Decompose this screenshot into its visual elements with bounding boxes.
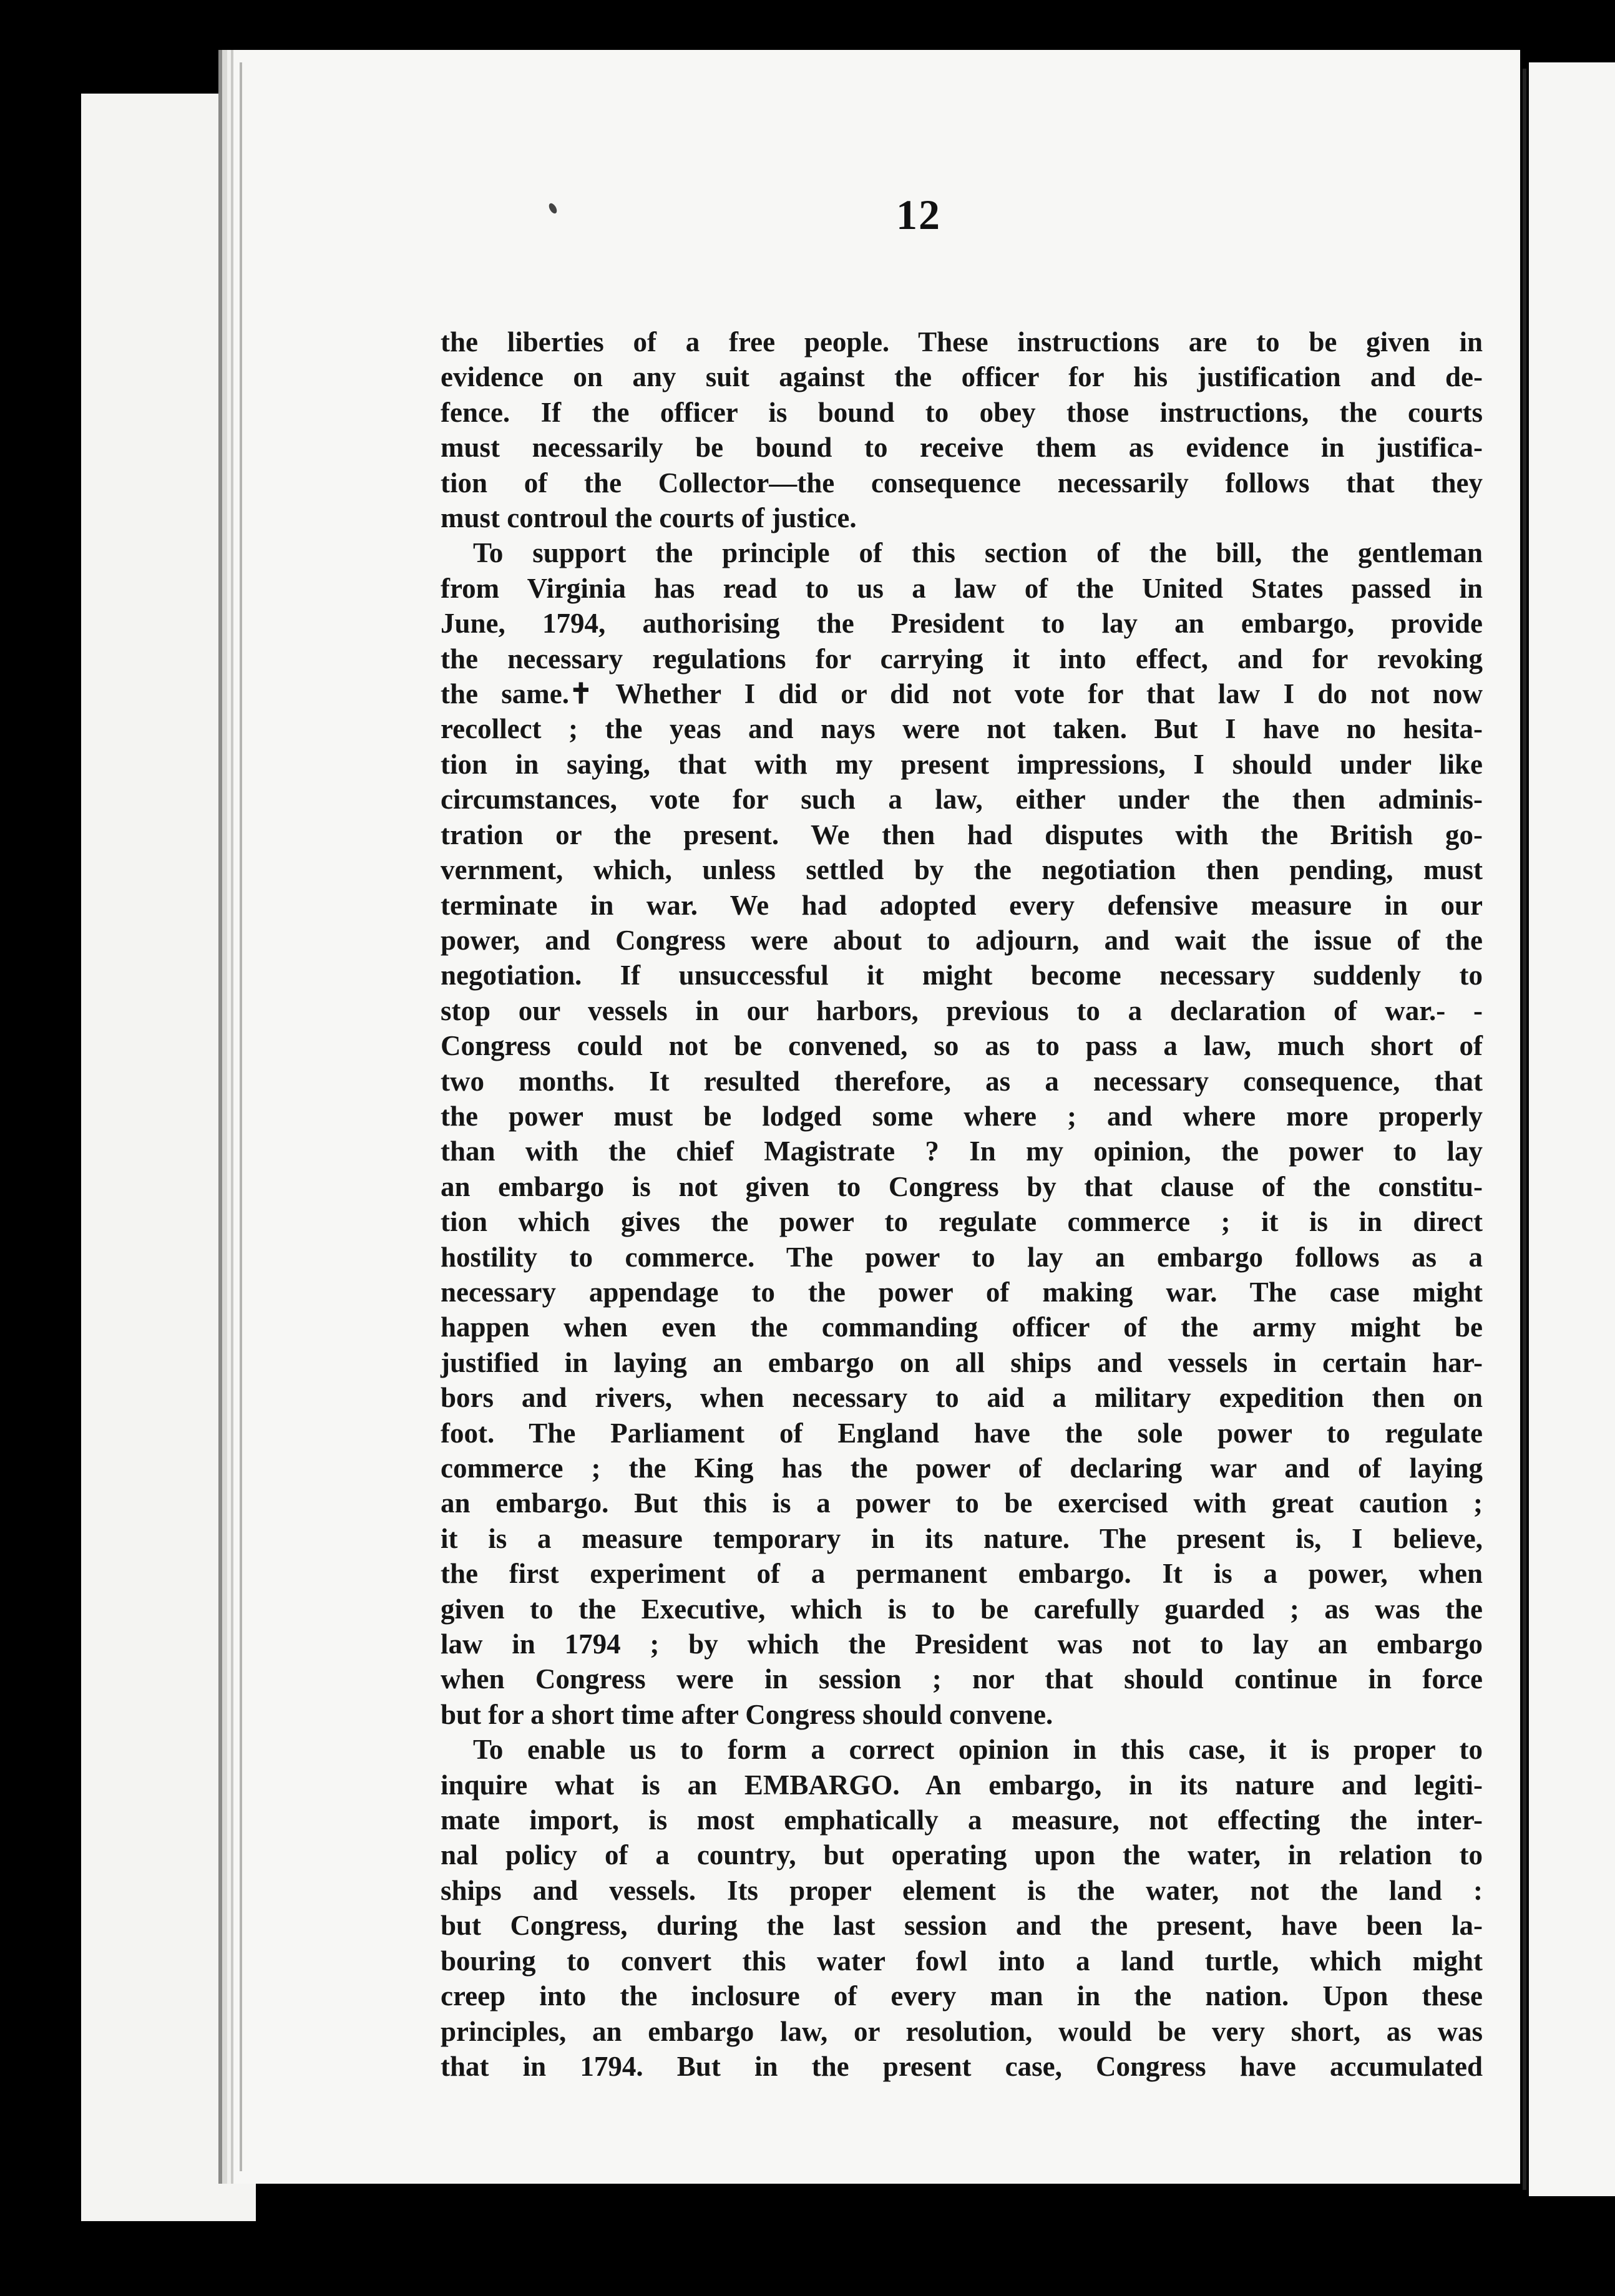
body-text <box>441 324 1483 2084</box>
text-line: ships and vessels. Its proper element is the water, not the land : <box>441 1874 1483 1906</box>
text-line: creep into the inclosure of every man in the nation. Upon these <box>441 1980 1483 2012</box>
text-line: commerce ; the King has the power of declaring war and of laying <box>441 1452 1483 1484</box>
text-line: circumstances, vote for such a law, either under the then adminis- <box>441 784 1483 815</box>
text-line: the same.✝ Whether I did or did not vote for that law I do not now <box>441 678 1483 710</box>
text-line: mate import, is most emphatically a measure, not effecting the inter- <box>441 1804 1483 1836</box>
right-gutter-shadow <box>1523 69 1526 2190</box>
text-line: must controul the courts of justice. <box>441 502 857 534</box>
text-line: power, and Congress were about to adjourn, and wait the issue of the <box>441 924 1483 956</box>
text-line: Congress could not be convened, so as to pass a law, much short of <box>441 1030 1483 1062</box>
text-line: must necessarily be bound to receive them as evidence in justifica- <box>441 432 1483 464</box>
text-line: fence. If the officer is bound to obey those instructions, the courts <box>441 396 1483 428</box>
text-line: the first experiment of a permanent embargo. It is a power, when <box>441 1558 1483 1590</box>
text-line: necessary appendage to the power of making war. The case might <box>441 1276 1483 1308</box>
text-line: tion of the Collector—the consequence necessarily follows that they <box>441 467 1483 499</box>
text-line: given to the Executive, which is to be carefully guarded ; as was the <box>441 1593 1483 1625</box>
text-line: that in 1794. But in the present case, Congress have accumulated <box>441 2050 1483 2082</box>
text-line: foot. The Parliament of England have the sole power to regulate <box>441 1417 1483 1449</box>
text-line: bouring to convert this water fowl into a land turtle, which might <box>441 1945 1483 1977</box>
book-page <box>218 50 1520 2184</box>
ink-speck <box>547 202 559 215</box>
text-line: than with the chief Magistrate ? In my opinion, the power to lay <box>441 1136 1483 1167</box>
text-line: but Congress, during the last session and the present, have been la- <box>441 1910 1483 1942</box>
text-line: when Congress were in session ; nor that should continue in force <box>441 1663 1483 1695</box>
right-facing-page-edge <box>1529 62 1615 2196</box>
text-line: vernment, which, unless settled by the negotiation then pending, must <box>441 854 1483 886</box>
text-line: the liberties of a free people. These instructions are to be given in <box>441 326 1483 358</box>
text-line: tion which gives the power to regulate commerce ; it is in direct <box>441 1206 1483 1238</box>
text-line: the necessary regulations for carrying it into effect, and for revoking <box>441 643 1483 674</box>
text-line: two months. It resulted therefore, as a necessary consequence, that <box>441 1065 1483 1097</box>
page-number: 12 <box>896 191 941 238</box>
text-line: recollect ; the yeas and nays were not taken. But I have no hesita- <box>441 713 1483 745</box>
text-line: principles, an embargo law, or resolution, would be very short, as was <box>441 2015 1483 2047</box>
text-line: the power must be lodged some where ; and where more properly <box>441 1100 1483 1132</box>
text-line: tion in saying, that with my present impressions, I should under like <box>441 748 1483 780</box>
text-line: evidence on any suit against the officer for his justification and de- <box>441 361 1483 393</box>
text-line: but for a short time after Congress should convene. <box>441 1698 1053 1730</box>
text-line: happen when even the commanding officer of the army might be <box>441 1311 1483 1343</box>
text-line: To support the principle of this section of the bill, the gentleman <box>473 537 1483 569</box>
text-line: justified in laying an embargo on all ships and vessels in certain har- <box>441 1346 1483 1378</box>
page-fold-line <box>240 62 242 2171</box>
text-line: it is a measure temporary in its nature. The present is, I believe, <box>441 1522 1483 1554</box>
text-line: June, 1794, authorising the President to lay an embargo, provide <box>441 608 1483 640</box>
text-line: tration or the present. We then had disputes with the British go- <box>441 819 1483 850</box>
text-line: from Virginia has read to us a law of the United States passed in <box>441 572 1483 604</box>
text-line: inquire what is an EMBARGO. An embargo, in its nature and legiti- <box>441 1769 1483 1801</box>
text-line: terminate in war. We had adopted every defensive measure in our <box>441 889 1483 921</box>
text-line: hostility to commerce. The power to lay an embargo follows as a <box>441 1241 1483 1273</box>
text-line: negotiation. If unsuccessful it might become necessary suddenly to <box>441 960 1483 991</box>
text-line: nal policy of a country, but operating upon the water, in relation to <box>441 1839 1483 1871</box>
text-line: an embargo. But this is a power to be exercised with great caution ; <box>441 1487 1483 1519</box>
text-line: bors and rivers, when necessary to aid a military expedition then on <box>441 1382 1483 1414</box>
text-line: stop our vessels in our harbors, previous to a declaration of war.- - <box>441 995 1483 1026</box>
text-line: an embargo is not given to Congress by that clause of the constitu- <box>441 1170 1483 1202</box>
text-line: law in 1794 ; by which the President was not to lay an embargo <box>441 1628 1483 1660</box>
text-line: To enable us to form a correct opinion in this case, it is proper to <box>473 1734 1483 1766</box>
